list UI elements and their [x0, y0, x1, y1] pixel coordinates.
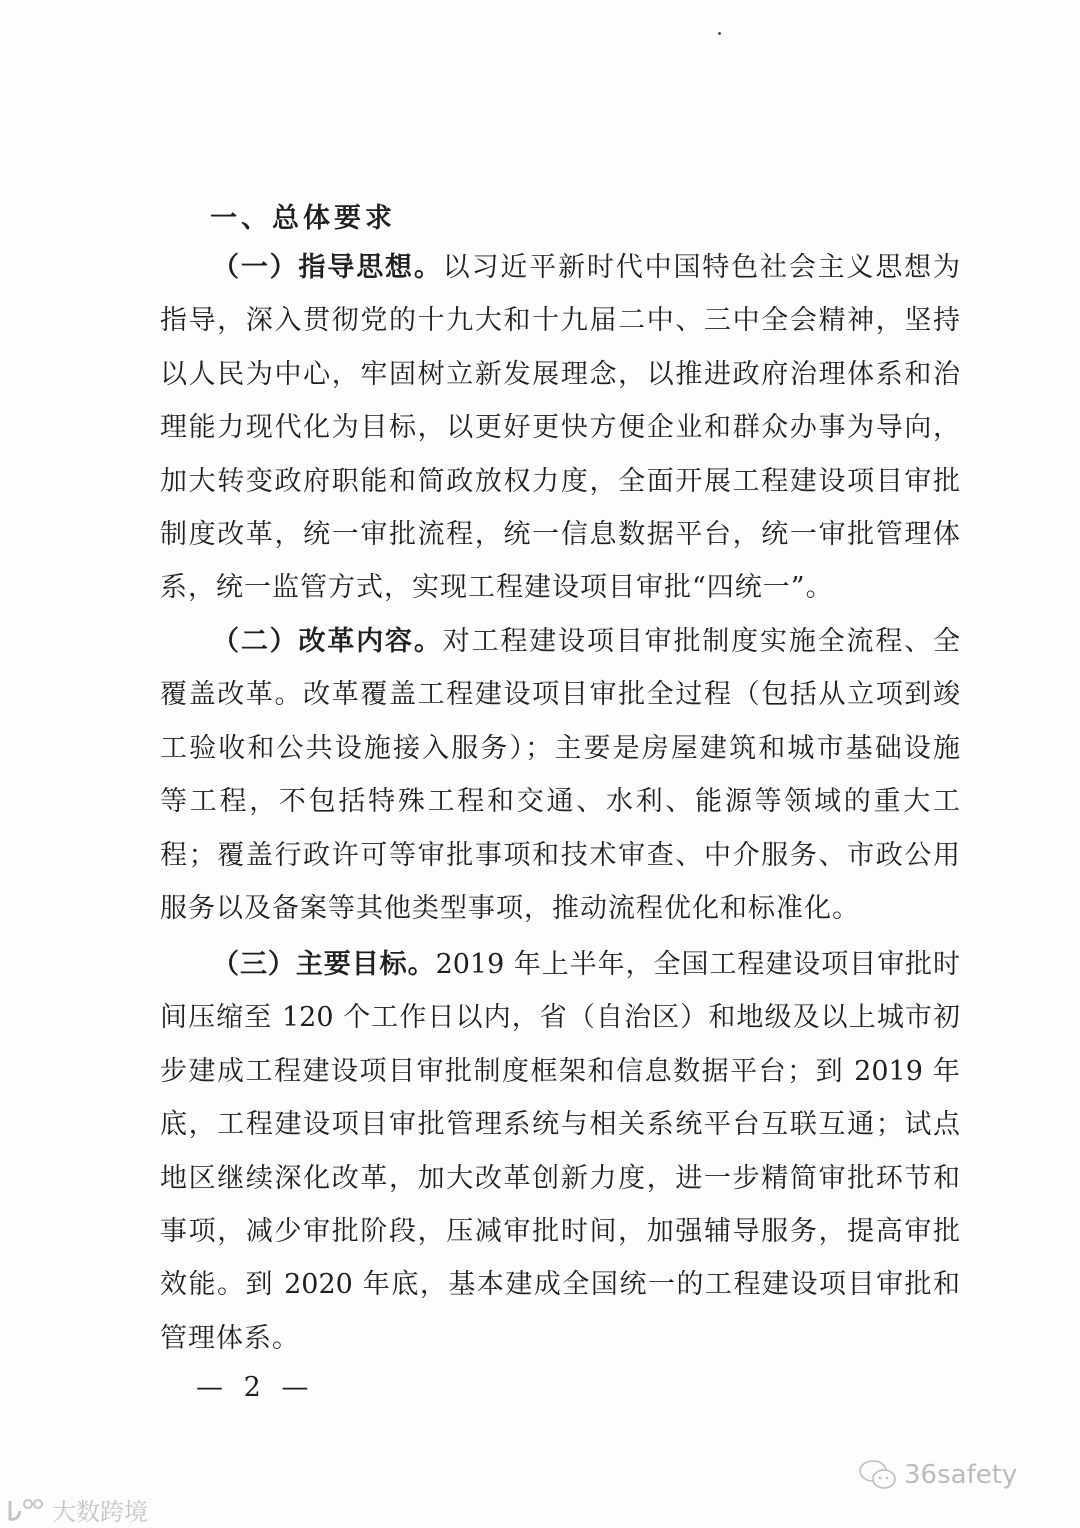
paragraph-lead: （三）主要目标。 [212, 949, 436, 980]
paragraph-first-line [212, 945, 960, 985]
paragraph-text: 以习近平新时代中国特色社会主义思想为 [442, 252, 961, 283]
paragraph-line: 工验收和公共设施接入服务）；主要是房屋建筑和城市基础设施 [160, 732, 960, 764]
paragraph-line: 以人民为中心，牢固树立新发展理念，以推进政府治理体系和治 [160, 358, 960, 390]
paragraph-line: 制度改革，统一审批流程，统一信息数据平台，统一审批管理体 [160, 519, 960, 550]
paragraph-line: 加大转变政府职能和简政放权力度，全面开展工程建设项目审批 [160, 465, 960, 497]
paragraph-text: 对工程建设项目审批制度实施全流程、全 [442, 626, 961, 657]
paragraph-line: 间压缩至 120 个工作日以内，省（自治区）和地级及以上城市初 [160, 1002, 960, 1034]
paragraph-line: 指导，深入贯彻党的十九大和十九届二中、三中全会精神，坚持 [160, 305, 960, 337]
wechat-icon [858, 1458, 898, 1492]
page-number: — 2 — [196, 1372, 315, 1403]
watermark-right-text: 36safety [904, 1460, 1018, 1490]
paragraph-lead: （二）改革内容。 [212, 626, 443, 657]
paragraph-line: 理能力现代化为目标，以更好更快方便企业和群众办事为导向， [160, 412, 960, 444]
watermark-dashu [6, 1492, 148, 1527]
paragraph-line: 地区继续深化改革，加大改革创新力度，进一步精简审批环节和 [160, 1162, 960, 1194]
paragraph-line: 等工程，不包括特殊工程和交通、水利、能源等领域的重大工 [160, 786, 960, 818]
paragraph-first-line [212, 248, 960, 288]
scan-speck [718, 32, 721, 35]
section-heading: 一、总体要求 [210, 203, 396, 234]
paragraph-line: 管理体系。 [160, 1322, 300, 1354]
paragraph-lead: （一）指导思想。 [212, 252, 443, 283]
paragraph-line: 步建成工程建设项目审批制度框架和信息数据平台；到 2019 年 [160, 1055, 960, 1087]
paragraph-line: 事项，减少审批阶段，压减审批时间，加强辅导服务，提高审批 [160, 1216, 960, 1247]
watermark-left-text: 大数跨境 [52, 1498, 148, 1526]
paragraph-line: 覆盖改革。改革覆盖工程建设项目审批全过程（包括从立项到竣 [160, 679, 960, 711]
paragraph-line: 服务以及备案等其他类型事项，推动流程优化和标准化。 [160, 893, 860, 924]
paragraph-line: 效能。到 2020 年底，基本建成全国统一的工程建设项目审批和 [160, 1269, 960, 1301]
paragraph-first-line [212, 622, 960, 662]
paragraph-text: 2019 年上半年，全国工程建设项目审批时 [435, 949, 961, 980]
watermark-36safety [858, 1458, 1017, 1492]
paragraph-line: 底，工程建设项目审批管理系统与相关系统平台互联互通；试点 [160, 1109, 960, 1141]
logo-icon [6, 1497, 46, 1523]
paragraph-line: 程；覆盖行政许可等审批事项和技术审查、中介服务、市政公用 [160, 839, 960, 871]
paragraph-line: 系，统一监管方式，实现工程建设项目审批“四统一”。 [160, 572, 834, 604]
